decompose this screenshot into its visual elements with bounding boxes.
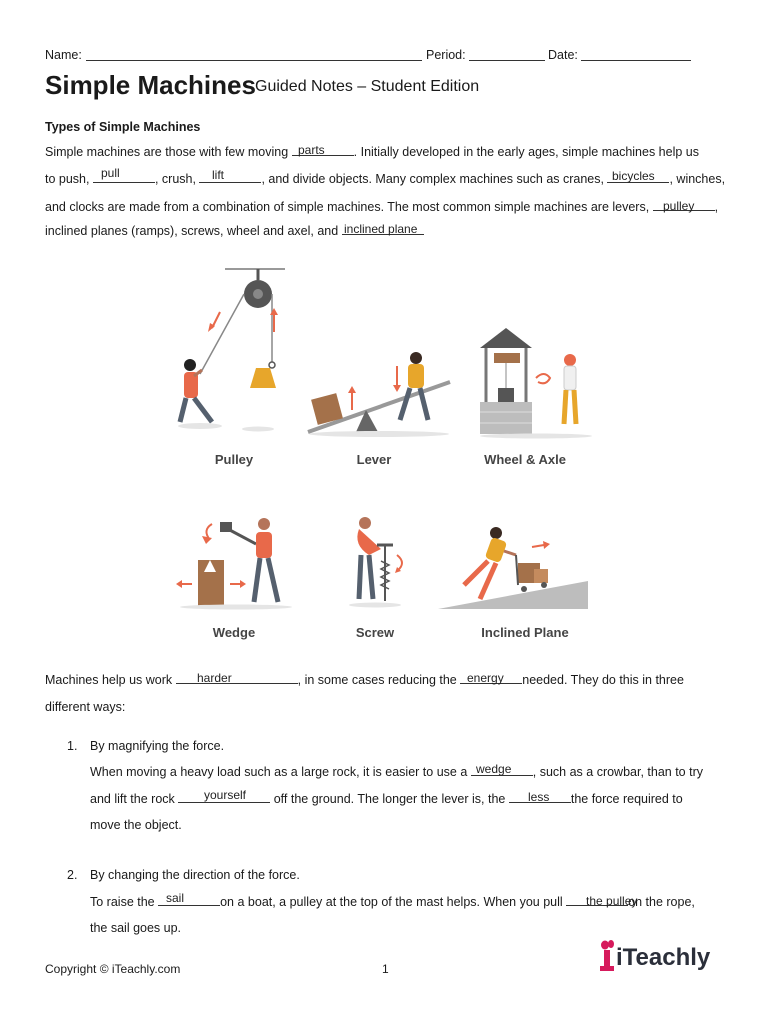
answer-wedge: wedge bbox=[476, 762, 512, 776]
answer-parts: parts bbox=[298, 143, 325, 157]
date-blank[interactable] bbox=[581, 50, 691, 61]
way-2-line-1: To raise the on a boat, a pulley at the top of the mast helps. When you pull on the rope, bbox=[90, 895, 695, 909]
intro-line-4: inclined planes (ramps), screws, wheel and axel, and bbox=[45, 224, 424, 238]
way-1-line-2: and lift the rock off the ground. The longer the lever is, the the force required to bbox=[90, 792, 683, 806]
answer-pull: pull bbox=[101, 166, 120, 180]
answer-the-pulley: the pulley bbox=[586, 894, 638, 908]
answer-bicycles: bicycles bbox=[612, 169, 655, 183]
screw-illustration bbox=[345, 515, 415, 611]
answer-energy: energy bbox=[467, 671, 504, 685]
answer-inclined-plane: inclined plane bbox=[344, 222, 418, 236]
way-1-line-3: move the object. bbox=[90, 818, 182, 832]
wedge-illustration bbox=[176, 514, 296, 610]
answer-yourself: yourself bbox=[204, 788, 247, 802]
page-number: 1 bbox=[382, 962, 389, 976]
work-line-1: Machines help us work , in some cases reducing the needed. They do this in three bbox=[45, 673, 684, 687]
answer-sail: sail bbox=[166, 891, 185, 905]
caption-pulley: Pulley bbox=[214, 452, 254, 467]
caption-wedge: Wedge bbox=[212, 625, 256, 640]
pulley-illustration bbox=[170, 262, 300, 442]
answer-less: less bbox=[528, 790, 550, 804]
name-label: Name: bbox=[45, 48, 82, 62]
answer-lift: lift bbox=[212, 168, 224, 182]
page-subtitle: Guided Notes – Student Edition bbox=[255, 78, 480, 95]
period-label: Period: bbox=[426, 48, 466, 62]
way-1-number: 1. bbox=[67, 739, 78, 753]
intro-line-2: to push, , crush, , and divide objects. Many complex machines such as cranes, , winches, bbox=[45, 172, 726, 186]
caption-lever: Lever bbox=[356, 452, 392, 467]
wheel-axle-illustration bbox=[476, 326, 596, 438]
brand-logo: iTeachly bbox=[616, 944, 711, 971]
period-blank[interactable] bbox=[469, 50, 545, 61]
way-2-line-2: the sail goes up. bbox=[90, 921, 182, 935]
copyright: Copyright © iTeachly.com bbox=[45, 962, 181, 976]
section-heading: Types of Simple Machines bbox=[45, 120, 201, 134]
way-2-number: 2. bbox=[67, 868, 78, 882]
date-label: Date: bbox=[548, 48, 578, 62]
caption-wheel-axle: Wheel & Axle bbox=[484, 452, 566, 467]
caption-screw: Screw bbox=[355, 625, 395, 640]
answer-harder: harder bbox=[197, 671, 232, 685]
way-1-line-1: When moving a heavy load such as a large rock, it is easier to use a , such as a crowbar, than to try bbox=[90, 765, 703, 779]
inclined-plane-illustration bbox=[438, 525, 590, 613]
intro-line-3: and clocks are made from a combination of simple machines. The most common simple machines are levers, , bbox=[45, 200, 719, 214]
answer-pulley: pulley bbox=[663, 199, 695, 213]
lever-illustration bbox=[304, 352, 454, 438]
intro-line-1: Simple machines are those with few moving . Initially developed in the early ages, simple machines help us bbox=[45, 145, 699, 159]
work-line-2: different ways: bbox=[45, 700, 126, 714]
caption-inclined-plane: Inclined Plane bbox=[481, 625, 569, 640]
way-1-title: By magnifying the force. bbox=[90, 739, 225, 753]
iteachly-logo-icon bbox=[598, 940, 618, 974]
name-blank[interactable] bbox=[86, 50, 422, 61]
way-2-title: By changing the direction of the force. bbox=[90, 868, 300, 882]
page-title: Simple Machines bbox=[45, 70, 256, 100]
